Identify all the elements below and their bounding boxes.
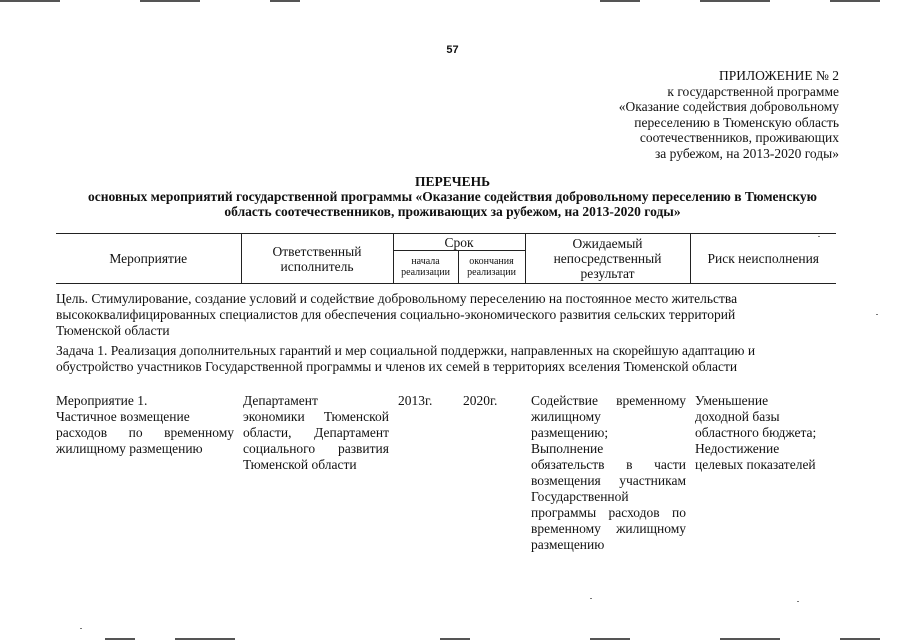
annex-line: переселению в Тюменскую область — [634, 114, 839, 130]
header-start — [393, 251, 458, 284]
header-term: Срок — [393, 234, 525, 251]
cell-line: Частичное возмещение — [56, 409, 190, 424]
title-heading: ПЕРЕЧЕНЬ — [414, 174, 491, 189]
cell-line: доходной базы — [695, 409, 780, 424]
cell-line — [531, 521, 686, 537]
task-line: Задача 1. Реализация дополнительных гарантий и мер социальной поддержки, направленных на скорейшую адаптацию и — [56, 343, 756, 358]
cell-line: жилищному — [531, 409, 601, 424]
cell-line: целевых показателей — [695, 457, 816, 472]
cell-word: социального — [243, 441, 316, 456]
cell-line — [531, 393, 686, 409]
cell-line: Департамент — [243, 393, 318, 408]
annex-line: ПРИЛОЖЕНИЕ № 2 — [718, 68, 839, 83]
header-end — [458, 251, 525, 284]
cell-word: по — [672, 505, 686, 520]
cell-word: Департамент — [314, 425, 389, 440]
cell-word: области, — [243, 425, 292, 440]
cell-line: размещению; — [531, 425, 609, 440]
cell-word: части — [654, 457, 686, 472]
cell-word: Содействие — [531, 393, 598, 408]
scan-edge-top — [0, 0, 905, 2]
header-result — [525, 234, 690, 284]
cell-line: Тюменской области — [243, 457, 357, 472]
task-paragraph — [56, 343, 828, 375]
task-line: обустройство участников Государственной программы и членов их семей в территориях вселения Тюменской области — [56, 359, 738, 374]
header-executor — [241, 234, 393, 284]
header-start-line: реализации — [401, 267, 450, 278]
header-result-line: результат — [580, 266, 635, 281]
cell-word: жилищному — [616, 521, 686, 536]
cell-word: программы — [531, 505, 597, 520]
cell-line — [531, 505, 686, 521]
cell-word: Тюменской — [323, 409, 389, 424]
row-executor-cell — [243, 393, 389, 473]
annex-line: к государственной программе — [667, 83, 839, 99]
scan-speck — [818, 236, 820, 237]
header-result-line: Ожидаемый — [572, 236, 643, 251]
row-end-cell: 2020г. — [463, 393, 498, 408]
cell-word: экономики — [243, 409, 305, 424]
header-executor-line: исполнитель — [280, 258, 354, 274]
cell-word: обязательств — [531, 457, 605, 472]
header-event: Мероприятие — [56, 234, 241, 284]
scan-speck — [876, 314, 878, 315]
cell-line: жилищному размещению — [56, 441, 203, 456]
cell-word: развития — [337, 441, 389, 456]
cell-line: Выполнение — [531, 441, 604, 456]
annex-note — [509, 68, 839, 161]
annex-line: соотечественников, проживающих — [639, 130, 839, 145]
scan-speck — [590, 598, 592, 599]
cell-line — [531, 457, 686, 473]
cell-line: областного бюджета; — [695, 425, 817, 440]
table-header — [56, 233, 836, 284]
cell-word: расходов — [56, 425, 108, 440]
cell-word: расходов — [608, 505, 660, 520]
cell-line — [243, 425, 389, 441]
scan-speck — [80, 628, 82, 629]
cell-line — [531, 473, 686, 489]
cell-line: Уменьшение — [695, 393, 769, 408]
header-end-line: реализации — [467, 267, 516, 278]
goal-line: Тюменской области — [56, 323, 170, 338]
row-result-cell — [531, 393, 686, 553]
cell-word: временному — [531, 521, 601, 536]
header-end-line: окончания — [469, 256, 514, 267]
row-event-cell — [56, 393, 234, 457]
cell-word: возмещения — [531, 473, 601, 488]
goal-paragraph — [56, 291, 828, 339]
cell-line: Недостижение — [695, 441, 780, 456]
row-start-cell: 2013г. — [398, 393, 433, 408]
cell-word: временному — [164, 425, 234, 440]
cell-word: участникам — [619, 473, 686, 488]
title-line: область соотечественников, проживающих за рубежом, на 2013-2020 годы» — [224, 204, 681, 219]
cell-line: Государственной — [531, 489, 629, 504]
cell-line — [243, 441, 389, 457]
cell-word: по — [128, 425, 143, 440]
cell-word: временному — [616, 393, 686, 408]
scan-speck — [797, 601, 799, 602]
cell-line: размещению — [531, 537, 605, 552]
annex-line: за рубежом, на 2013-2020 годы» — [654, 145, 839, 161]
header-risk: Риск неисполнения — [690, 234, 836, 284]
header-start-line: начала — [411, 256, 440, 267]
document-title — [40, 174, 865, 219]
goal-line: Цель. Стимулирование, создание условий и содействие добровольному переселению на постоянное место жительства — [56, 291, 738, 306]
cell-word: в — [626, 457, 633, 472]
cell-line — [56, 425, 234, 441]
annex-line: «Оказание содействия добровольному — [618, 99, 839, 114]
header-result-line: непосредственный — [553, 251, 662, 266]
row-risk-cell — [695, 393, 830, 473]
goal-line: высококвалифицированных специалистов для обеспечения социально-экономического развития сельских территорий — [56, 307, 736, 322]
cell-line: Мероприятие 1. — [56, 393, 148, 408]
page-number: 57 — [446, 44, 459, 56]
header-executor-line: Ответственный — [272, 243, 362, 259]
cell-line — [243, 409, 389, 425]
title-line: основных мероприятий государственной программы «Оказание содействия добровольному переселению в Тюменскую — [88, 189, 817, 204]
